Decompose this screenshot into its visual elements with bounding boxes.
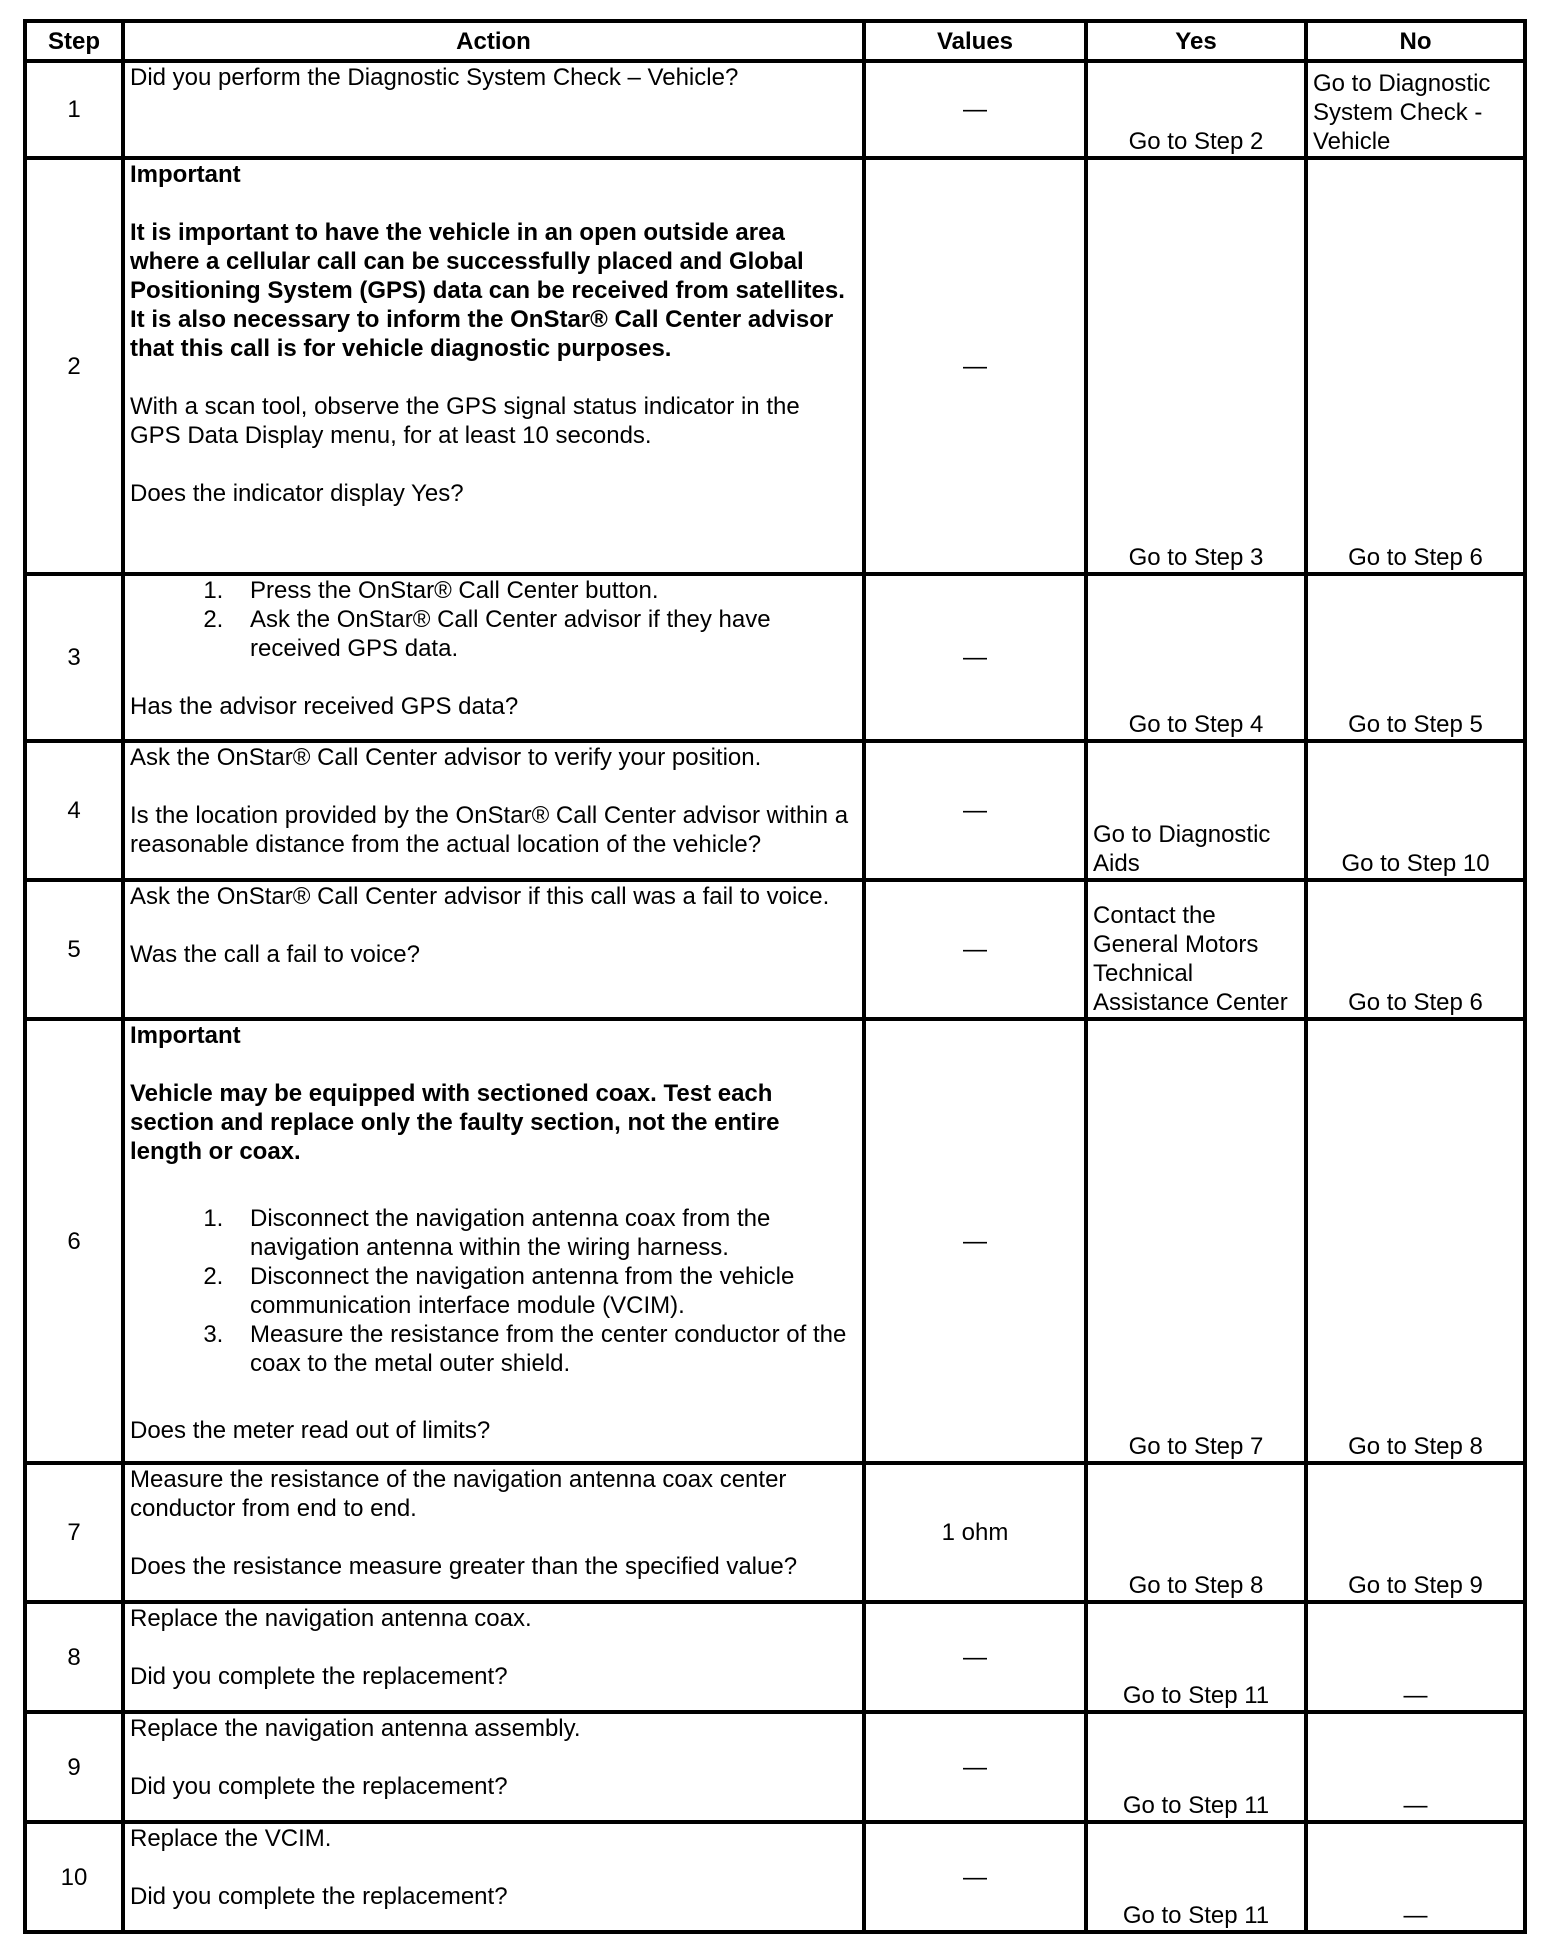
step-number: 8 — [25, 1602, 123, 1712]
yes-cell: Go to Diagnostic Aids — [1086, 741, 1306, 880]
action-question: Does the resistance measure greater than the specified value? — [130, 1553, 798, 1580]
list-item: 3. Measure the resistance from the center conductor of the coax to the metal outer shield. — [230, 1320, 857, 1378]
list-item: 1. Disconnect the navigation antenna coax from the navigation antenna within the wiring harness. — [230, 1204, 857, 1262]
value-cell: — — [864, 1602, 1086, 1712]
value-cell: — — [864, 1822, 1086, 1932]
no-cell: Go to Step 6 — [1306, 158, 1525, 574]
table-row-step-7 — [25, 1463, 1525, 1602]
value-cell: — — [864, 574, 1086, 741]
list-item: 2. Disconnect the navigation antenna from the vehicle communication interface module (VCIM). — [230, 1262, 857, 1320]
step-number: 2 — [25, 158, 123, 574]
list-item: 1. Press the OnStar® Call Center button. — [230, 576, 857, 605]
step-number: 4 — [25, 741, 123, 880]
action-question: Is the location provided by the OnStar® Call Center advisor within a reasonable distance from the actual location of the vehicle? — [130, 802, 849, 858]
table-row-step-1 — [25, 61, 1525, 158]
step-number: 10 — [25, 1822, 123, 1932]
table-row-step-2 — [25, 158, 1525, 574]
no-cell: — — [1306, 1602, 1525, 1712]
value-cell: 1 ohm — [864, 1463, 1086, 1602]
header-values: Values — [864, 21, 1086, 61]
step-number: 7 — [25, 1463, 123, 1602]
table-row-step-4 — [25, 741, 1525, 880]
step-number: 3 — [25, 574, 123, 741]
table-row-step-6 — [25, 1019, 1525, 1463]
action-instruction: With a scan tool, observe the GPS signal status indicator in the GPS Data Display menu, for at least 10 seconds. — [130, 393, 800, 449]
no-cell: Go to Step 10 — [1306, 741, 1525, 880]
header-row — [25, 21, 1525, 61]
no-cell: Go to Step 8 — [1306, 1019, 1525, 1463]
action-instruction: Replace the VCIM. — [130, 1825, 332, 1852]
value-cell: — — [864, 1712, 1086, 1822]
action-question: Did you complete the replacement? — [130, 1773, 508, 1800]
no-cell: Go to Step 9 — [1306, 1463, 1525, 1602]
action-instruction: Ask the OnStar® Call Center advisor if this call was a fail to voice. — [130, 883, 830, 910]
header-action: Action — [123, 21, 864, 61]
important-title: Important — [130, 1022, 241, 1049]
value-cell: — — [864, 158, 1086, 574]
action-question: Does the indicator display Yes? — [130, 480, 464, 507]
action-question: Has the advisor received GPS data? — [130, 693, 519, 720]
yes-cell: Contact the General Motors Technical Assistance Center — [1086, 880, 1306, 1019]
table-row-step-5 — [25, 880, 1525, 1019]
action-cell — [123, 61, 864, 158]
important-text: It is important to have the vehicle in an open outside area where a cellular call can be successfully placed and Global Positioning System (GPS) data can be received from satellites. It is also necessary to inform the OnStar® Call Center advisor that this call is for vehicle diagnostic purposes. — [130, 219, 845, 362]
action-instruction: Replace the navigation antenna coax. — [130, 1605, 532, 1632]
step-number: 5 — [25, 880, 123, 1019]
yes-cell: Go to Step 4 — [1086, 574, 1306, 741]
yes-cell: Go to Step 3 — [1086, 158, 1306, 574]
action-cell — [123, 1712, 864, 1822]
action-cell — [123, 1822, 864, 1932]
action-instruction: Replace the navigation antenna assembly. — [130, 1715, 581, 1742]
no-cell: Go to Diagnostic System Check - Vehicle — [1306, 61, 1525, 158]
action-question: Did you complete the replacement? — [130, 1883, 508, 1910]
no-cell: Go to Step 6 — [1306, 880, 1525, 1019]
value-cell: — — [864, 741, 1086, 880]
yes-cell: Go to Step 7 — [1086, 1019, 1306, 1463]
action-question: Did you complete the replacement? — [130, 1663, 508, 1690]
no-cell: — — [1306, 1712, 1525, 1822]
value-cell: — — [864, 61, 1086, 158]
action-cell — [123, 1019, 864, 1463]
diagnostic-table — [23, 19, 1527, 1934]
action-cell — [123, 158, 864, 574]
action-instruction: Ask the OnStar® Call Center advisor to verify your position. — [130, 744, 762, 771]
no-cell: Go to Step 5 — [1306, 574, 1525, 741]
important-title: Important — [130, 161, 241, 188]
action-cell — [123, 1463, 864, 1602]
action-cell — [123, 741, 864, 880]
header-step: Step — [25, 21, 123, 61]
important-text: Vehicle may be equipped with sectioned coax. Test each section and replace only the faulty section, not the entire length or coax. — [130, 1080, 780, 1165]
action-question: Did you perform the Diagnostic System Check – Vehicle? — [130, 64, 739, 91]
step-number: 9 — [25, 1712, 123, 1822]
no-cell: — — [1306, 1822, 1525, 1932]
step-number: 6 — [25, 1019, 123, 1463]
action-cell — [123, 880, 864, 1019]
yes-cell: Go to Step 11 — [1086, 1822, 1306, 1932]
action-cell — [123, 574, 864, 741]
action-instruction: Measure the resistance of the navigation antenna coax center conductor from end to end. — [130, 1466, 787, 1522]
table-row-step-8 — [25, 1602, 1525, 1712]
action-cell — [123, 1602, 864, 1712]
action-question: Was the call a fail to voice? — [130, 941, 420, 968]
yes-cell: Go to Step 11 — [1086, 1712, 1306, 1822]
action-question: Does the meter read out of limits? — [130, 1417, 491, 1444]
value-cell: — — [864, 1019, 1086, 1463]
table-row-step-9 — [25, 1712, 1525, 1822]
step-number: 1 — [25, 61, 123, 158]
table-row-step-10 — [25, 1822, 1525, 1932]
table-row-step-3 — [25, 574, 1525, 741]
list-item: 2. Ask the OnStar® Call Center advisor if they have received GPS data. — [230, 605, 857, 663]
action-list — [130, 576, 857, 663]
header-no: No — [1306, 21, 1525, 61]
header-yes: Yes — [1086, 21, 1306, 61]
yes-cell: Go to Step 11 — [1086, 1602, 1306, 1712]
action-list — [130, 1204, 857, 1378]
yes-cell: Go to Step 8 — [1086, 1463, 1306, 1602]
yes-cell: Go to Step 2 — [1086, 61, 1306, 158]
value-cell: — — [864, 880, 1086, 1019]
